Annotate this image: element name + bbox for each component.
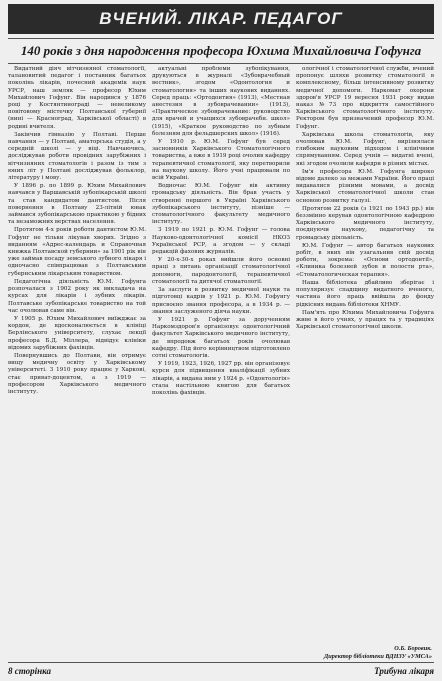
page-title: ВЧЕНИЙ. ЛІКАР. ПЕДАГОГ	[99, 9, 343, 28]
newspaper-name: Трибуна лікаря	[374, 666, 434, 676]
article-paragraph: Наша бібліотека дбайливо зберігає і популяризує спадщину видатного вченого, частина його праць ввійшла до фонду рідкісних видань бібліотеки ХНМУ.	[296, 279, 434, 308]
article-column	[296, 66, 434, 651]
article-columns	[8, 66, 434, 651]
article-paragraph: У 1896 р. по 1899 р. Юхим Михайлович навчався у Варшавській зубопікарській школі та став кандидатом дантистом. Після повернення в Полтаву 23-літній юнак займався зубопікарською практикою у бідних та незаможних верствах населення.	[8, 183, 146, 226]
article-paragraph: Пам'ять про Юхима Михайловича Гофунга живе в його учнях, у працях та у традиціях Харківської стоматологічної школи.	[296, 309, 434, 331]
article-paragraph: У 20-х-30-х роках вийшли його основні праці з питань організації стоматологічної допомоги, пародонтології, терапевтичної стоматології та дитячої стоматології.	[152, 257, 290, 285]
header-banner	[8, 4, 434, 34]
article-paragraph: Протягом 22 років (з 1921 по 1943 рр.) він беззмінно керував одонтологічною кафедрою Харківського медичного інституту, поєднуючи наукову, педагогічну та громадську діяльність.	[296, 205, 434, 241]
author-name: О.Б. Боровик.	[394, 645, 432, 652]
article-column	[8, 66, 146, 651]
article-subtitle: 140 років з дня народження професора Юхима Михайловича Гофунга	[20, 43, 422, 58]
article-paragraph: У 1919, 1923, 1926, 1927 рр. він організовує курси для підвищення кваліфікації зубних лікарів, а видана ним у 1924 р. «Одонтологія» стала настільною книгою для багатьох поколінь фахівців.	[152, 361, 290, 396]
article-paragraph: У 1905 р. Юхим Михайлович виїжджає за кордон, де вдосконалюється в клініці Берлінського університету, слухає лекції професора Б.Д. Міллера, відвідує клініки відомих зарубіжних фахівців.	[8, 315, 146, 351]
article-paragraph: Закінчив гімназію у Полтаві. Перше навчання — у Полтаві, аматорська студія, а у середній школі — у віці. Навчаючись, досліджував роботи провідних зарубіжних і вітчизняних стоматологів і разом із тим з юних літ у Полтаві досліджував фольклор, літературу і мову.	[8, 131, 146, 182]
page-footer	[8, 662, 434, 679]
article-subtitle-bar	[8, 38, 434, 64]
article-paragraph: За заслуги в розвитку медичної науки та підготовці кадрів у 1921 р. Ю.М. Гофунгу присвоєно звання професора, а в 1934 р. — звання заслуженого діяча науки.	[152, 287, 290, 315]
article-paragraph: У 1910 р. Ю.М. Гофунг був серед засновників Харківського Стоматологічного товариства, а вже в 1919 році очолив кафедру терапевтичної стоматології, яку перетворили на наукову школу. Його учні працювали по всій Україні.	[152, 139, 290, 182]
article-paragraph: Протягом 4-х років роботи дантистом Ю.М. Гофунг не тільки лікував хворих. Згідно з виданням «Адрес-календарь и Справочная книжка Полтавской губернии» за 1901 рік він уже займав посаду земського зубного лікаря і одночасно співпрацював з Полтавським губернським лікарським товариством.	[8, 227, 146, 277]
article-column	[152, 66, 290, 651]
article-paragraph: ологічної і стоматологічної служби, вчений пропонує шляхи розвитку стоматології в комплексному, більш інтенсивному розвитку медичної допомоги. Наркомат охорони здоров'я УРСР 19 вересня 1931 року видав наказ №73 про відкриття самостійного Харківського стоматологічного інституту. Ректором був призначений професор Ю.М. Гофунг.	[296, 66, 434, 130]
article-paragraph: Повернувшись до Полтави, він отримує вищу медичну освіту у Харківському університеті. З 1910 року працює у Харкові, стає приват-доцентом, а з 1919 — професором Харківського медичного інституту.	[8, 352, 146, 395]
author-signature	[324, 645, 432, 661]
author-position: Директор бібліотеки ВДНЗУ «УМСА»	[323, 653, 432, 660]
article-paragraph: У 1921 р. Гофунг за дорученням Наркомздоров'я організовує одонтологічний факультет Харківського медичного інституту, де впродовж багатьох років очолював кафедру. Під його керівництвом підготовлено сотні стоматологів.	[152, 316, 290, 359]
article-paragraph: Водночас Ю.М. Гофунг вів активну громадську діяльність. Він брав участь у створенні першого в Україні Харківського зубопікарського інституту, пізніше — стоматологічного факультету медичного інституту.	[152, 183, 290, 226]
article-paragraph: Педагогічна діяльність Ю.М. Гофунга розпочалася з 1902 року як викладача на курсах для лікарів і зубних лікарів. Полтавське зубопікарське товариство на той час очолював саме він.	[8, 278, 146, 314]
article-paragraph: З 1919 по 1921 р. Ю.М. Гофунг — голова Науково-одонтологічної комісії НКОЗ Української РСР, а згодом — у складі редакцій фахових журналів.	[152, 227, 290, 256]
article-paragraph: Харківська школа стоматологів, яку очолював Ю.М. Гофунг, вирізнялася глибоким науковим підходом і клінічним спрямуванням. Серед учнів — видатні вчені, які згодом очолили кафедри в різних містах.	[296, 131, 434, 167]
page-number: 8 сторінка	[8, 666, 51, 676]
article-paragraph: актуальні проблеми зубопікування, друкуються в журналі «Зубоврачебный вестник», згодом «Одонтология и стоматология» та інших наукових виданнях. Серед праць: «Ортодонтия» (1913), «Местная анестезия в зубоврачевании» (1913), «Практическое зубоврачевание: руководство для врачей и учащихся зубоврачебн. школ» (1915), «Краткое руководство по зубным болезням для фельдшерских школ» (1916).	[152, 66, 290, 137]
article-paragraph: Видатний діяч вітчизняної стоматології, талановитий педагог і поставник багатьох поколінь лікарів, почесний академік наук УРСР, наш земляк — професор Юхим Михайлович Гофунг. Він народився у 1876 році у Костянтинограді — невеликому повітовому містечку Полтавської губернії (нині — Красноград, Харківської області) в родині вчителя.	[8, 66, 146, 130]
article-paragraph: Ім'я професора Ю.М. Гофунга широко відоме далеко за межами України. Його праці видавалися різними мовами, а досвід Харківської стоматологічної школи став основою розвитку галузі.	[296, 168, 434, 204]
article-paragraph: Ю.М. Гофунг — автор багатьох наукових робіт, в яких він узагальнив свій досвід роботи, зокрема: «Основи ортодонтії», «Клиника болезней зубов и полости рта», «Стоматологическая терапия».	[296, 242, 434, 278]
